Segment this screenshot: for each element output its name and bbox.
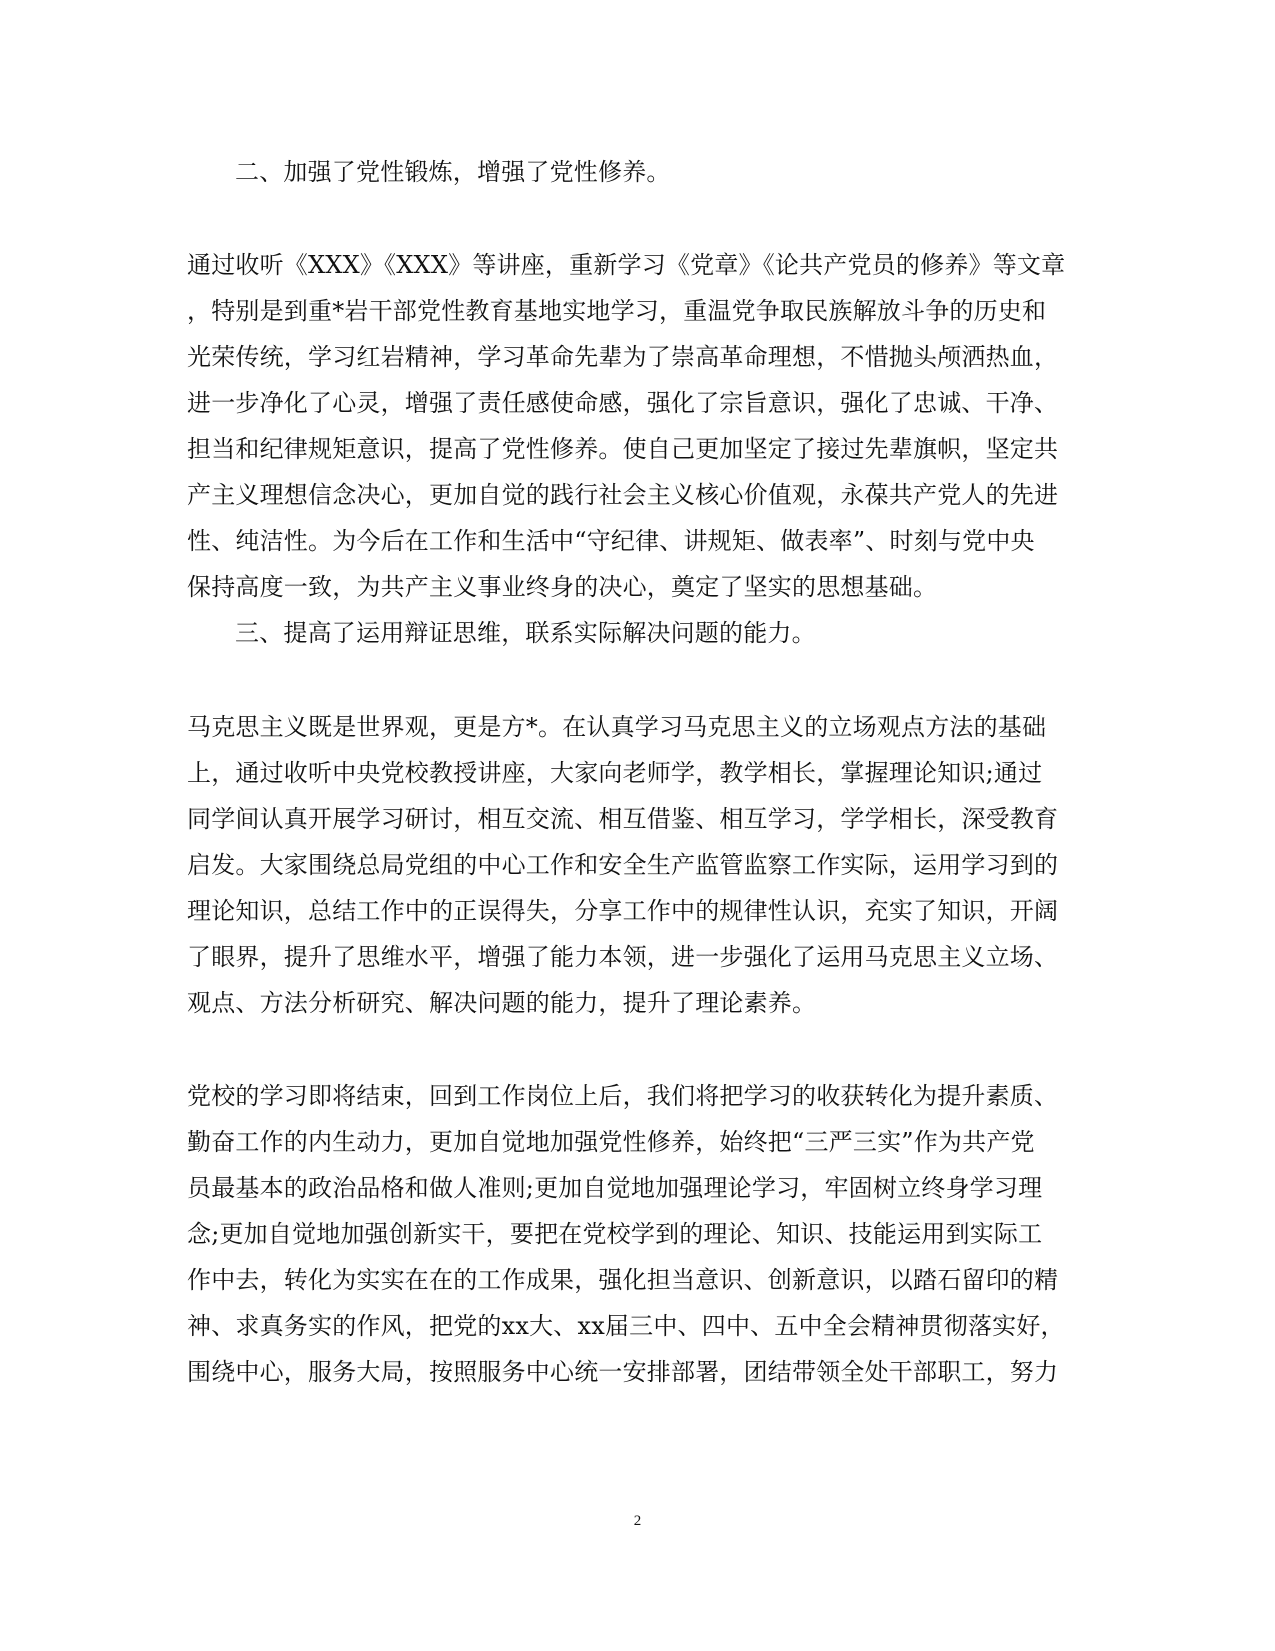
- paragraph-line: 作中去，转化为实实在在的工作成果，强化担当意识、创新意识，以踏石留印的精: [187, 1266, 1059, 1294]
- paragraph-line: 神、求真务实的作风，把党的xx大、xx届三中、四中、五中全会精神贯彻落实好，: [187, 1312, 1065, 1340]
- paragraph-line: 性、纯洁性。为今后在工作和生活中“守纪律、讲规矩、做表率”、时刻与党中央: [187, 527, 1035, 555]
- paragraph-line: 马克思主义既是世界观，更是方*。在认真学习马克思主义的立场观点方法的基础: [187, 713, 1047, 741]
- paragraph-line: 勤奋工作的内生动力，更加自觉地加强党性修养，始终把“三严三实”作为共产党: [187, 1128, 1035, 1156]
- section-heading-3: 三、提高了运用辩证思维，联系实际解决问题的能力。: [235, 619, 816, 647]
- paragraph-line: 了眼界，提升了思维水平，增强了能力本领，进一步强化了运用马克思主义立场、: [187, 943, 1059, 971]
- paragraph-line: 员最基本的政治品格和做人准则;更加自觉地加强理论学习，牢固树立终身学习理: [187, 1174, 1043, 1202]
- paragraph-line: 进一步净化了心灵，增强了责任感使命感，强化了宗旨意识，强化了忠诚、干净、: [187, 389, 1059, 417]
- paragraph-line: 围绕中心，服务大局，按照服务中心统一安排部署，团结带领全处干部职工，努力: [187, 1358, 1059, 1386]
- page-number: 2: [633, 1513, 642, 1529]
- paragraph-line: 保持高度一致，为共产主义事业终身的决心，奠定了坚实的思想基础。: [187, 573, 938, 601]
- paragraph-line: 担当和纪律规矩意识，提高了党性修养。使自己更加坚定了接过先辈旗帜，坚定共: [187, 435, 1059, 463]
- paragraph-line: 上，通过收听中央党校教授讲座，大家向老师学，教学相长，掌握理论知识;通过: [187, 759, 1043, 787]
- section-heading-2: 二、加强了党性锻炼，增强了党性修养。: [235, 158, 671, 186]
- paragraph-line: 启发。大家围绕总局党组的中心工作和安全生产监管监察工作实际，运用学习到的: [187, 851, 1059, 879]
- paragraph-line: 念;更加自觉地加强创新实干，要把在党校学到的理论、知识、技能运用到实际工: [187, 1220, 1043, 1248]
- paragraph-line: 通过收听《XXX》《XXX》等讲座，重新学习《党章》《论共产党员的修养》等文章: [187, 251, 1066, 279]
- paragraph-line: 党校的学习即将结束，回到工作岗位上后，我们将把学习的收获转化为提升素质、: [187, 1082, 1059, 1110]
- paragraph-line: 产主义理想信念决心，更加自觉的践行社会主义核心价值观，永葆共产党人的先进: [187, 481, 1059, 509]
- paragraph-line: 理论知识，总结工作中的正误得失，分享工作中的规律性认识，充实了知识，开阔: [187, 897, 1059, 925]
- paragraph-line: 观点、方法分析研究、解决问题的能力，提升了理论素养。: [187, 989, 817, 1017]
- paragraph-line: 同学间认真开展学习研讨，相互交流、相互借鉴、相互学习，学学相长，深受教育: [187, 805, 1059, 833]
- paragraph-line: ，特别是到重*岩干部党性教育基地实地学习，重温党争取民族解放斗争的历史和: [187, 297, 1047, 325]
- paragraph-line: 光荣传统，学习红岩精神，学习革命先辈为了崇高革命理想，不惜抛头颅洒热血，: [187, 343, 1059, 371]
